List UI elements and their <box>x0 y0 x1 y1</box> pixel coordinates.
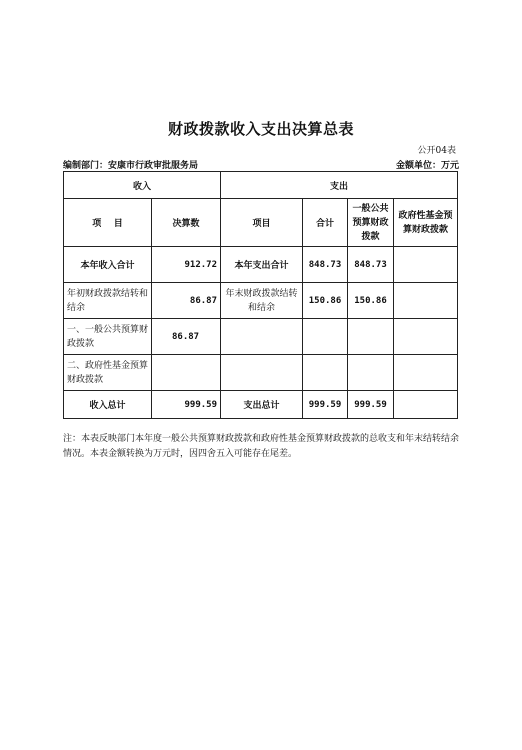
expense-general: 848.73 <box>348 247 394 283</box>
budget-table <box>63 171 458 419</box>
compiling-unit: 编制部门：安康市行政审批服务局 <box>63 161 199 171</box>
table-row <box>64 247 458 283</box>
col-income-item: 项 目 <box>64 199 152 247</box>
expense-item: 本年支出合计 <box>221 247 303 283</box>
expense-item: 年末财政拨款结转和结余 <box>221 283 303 319</box>
expense-header: 支出 <box>221 172 458 199</box>
header-row-group <box>64 172 458 199</box>
expense-fund <box>394 391 458 419</box>
expense-total: 848.73 <box>303 247 348 283</box>
table-row-total <box>64 391 458 419</box>
income-value: 86.87 <box>152 319 221 355</box>
income-item: 一、一般公共预算财政拨款 <box>64 319 152 355</box>
expense-item <box>221 319 303 355</box>
expense-general: 999.59 <box>348 391 394 419</box>
table-row <box>64 283 458 319</box>
expense-fund <box>394 355 458 391</box>
amount-unit: 金额单位：万元 <box>395 161 459 171</box>
form-code: 公开04表 <box>417 146 456 156</box>
col-total: 合计 <box>303 199 348 247</box>
income-item: 二、政府性基金预算财政拨款 <box>64 355 152 391</box>
income-value: 999.59 <box>152 391 221 419</box>
income-header: 收入 <box>64 172 221 199</box>
table-row <box>64 319 458 355</box>
income-value: 86.87 <box>152 283 221 319</box>
income-item: 本年收入合计 <box>64 247 152 283</box>
expense-total <box>303 355 348 391</box>
expense-item <box>221 355 303 391</box>
col-general-budget: 一般公共预算财政拨款 <box>348 199 394 247</box>
income-item: 收入总计 <box>64 391 152 419</box>
expense-total: 999.59 <box>303 391 348 419</box>
table-note: 注：本表反映部门本年度一般公共预算财政拨款和政府性基金预算财政拨款的总收支和年末结转结余情况。本表金额转换为万元时，因四舍五入可能存在尾差。 <box>63 434 460 459</box>
expense-fund <box>394 319 458 355</box>
expense-total <box>303 319 348 355</box>
expense-general <box>348 355 394 391</box>
income-value <box>152 355 221 391</box>
table-meta <box>63 158 459 170</box>
expense-item: 支出总计 <box>221 391 303 419</box>
income-value: 912.72 <box>152 247 221 283</box>
expense-general: 150.86 <box>348 283 394 319</box>
col-expense-item: 项目 <box>221 199 303 247</box>
expense-total: 150.86 <box>303 283 348 319</box>
table-row <box>64 355 458 391</box>
expense-fund <box>394 283 458 319</box>
header-row-columns <box>64 199 458 247</box>
expense-fund <box>394 247 458 283</box>
col-gov-fund: 政府性基金预算财政拨款 <box>394 199 458 247</box>
col-final-amount: 决算数 <box>152 199 221 247</box>
page-title: 财政拨款收入支出决算总表 <box>167 120 354 138</box>
income-item: 年初财政拨款结转和结余 <box>64 283 152 319</box>
expense-general <box>348 319 394 355</box>
